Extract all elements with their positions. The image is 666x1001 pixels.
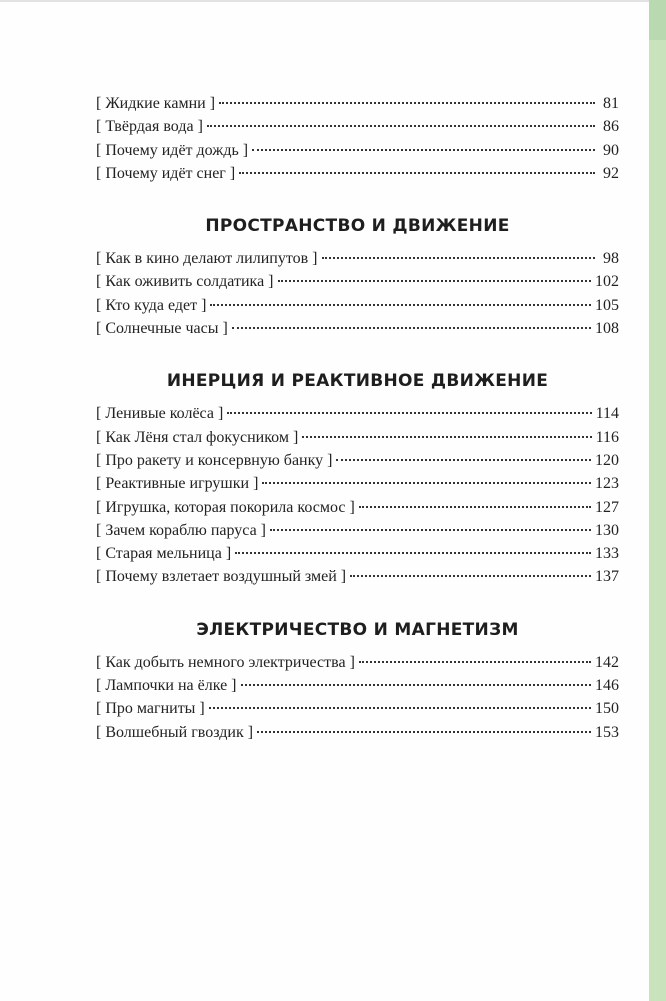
toc-entry[interactable] — [96, 426, 619, 449]
toc-entry[interactable] — [96, 247, 619, 270]
dot-leader — [257, 731, 591, 733]
page-edge-strip-top — [649, 0, 666, 40]
toc-entry-page-number: 133 — [595, 545, 619, 563]
toc-section — [96, 370, 619, 588]
dot-leader — [322, 257, 596, 259]
toc-entry[interactable] — [96, 449, 619, 472]
toc-entry-page-number: 153 — [595, 723, 619, 741]
dot-leader — [262, 482, 591, 484]
toc-entry-page-number: 137 — [595, 568, 619, 586]
toc-entry-title: [ Почему взлетает воздушный змей ] — [96, 568, 347, 586]
toc-entry-page-number: 81 — [603, 95, 619, 112]
dot-leader — [235, 552, 591, 554]
toc-entry-page-number: 92 — [603, 164, 619, 182]
toc-entry-title: [ Старая мельница ] — [96, 545, 232, 563]
toc-entry[interactable] — [96, 496, 619, 519]
dot-leader — [270, 529, 591, 531]
dot-leader — [252, 149, 595, 151]
toc-entry[interactable] — [96, 674, 619, 697]
dot-leader — [350, 575, 591, 577]
toc-entry-page-number: 105 — [595, 296, 619, 314]
table-of-contents — [96, 92, 619, 774]
toc-entry[interactable] — [96, 542, 619, 565]
section-heading: ИНЕРЦИЯ И РЕАКТИВНОЕ ДВИЖЕНИЕ — [166, 371, 549, 392]
toc-entry[interactable] — [96, 162, 619, 185]
toc-entry-page-number: 146 — [595, 677, 619, 695]
toc-entry-page-number: 114 — [595, 405, 619, 423]
toc-entry-title: [ Ленивые колёса ] — [96, 405, 224, 423]
dot-leader — [227, 412, 591, 414]
toc-entry-page-number: 127 — [595, 498, 619, 516]
toc-entry-page-number: 86 — [603, 118, 619, 136]
toc-entry-title: [ Игрушка, которая покорила космос ] — [96, 498, 355, 516]
toc-entry-page-number: 142 — [595, 653, 619, 671]
toc-entry-title: [ Лампочки на ёлке ] — [96, 677, 237, 695]
toc-entry[interactable] — [96, 139, 619, 162]
toc-entry-page-number: 150 — [595, 700, 619, 718]
toc-entry-title: [ Как в кино делают лилипутов ] — [96, 250, 318, 268]
dot-leader — [207, 125, 595, 127]
toc-entry[interactable] — [96, 402, 619, 425]
toc-entry[interactable] — [96, 721, 619, 744]
dot-leader — [209, 707, 591, 709]
page-edge-strip — [649, 0, 666, 1001]
toc-entry[interactable] — [96, 317, 619, 340]
toc-entry[interactable] — [96, 651, 619, 674]
dot-leader — [359, 661, 591, 663]
toc-entry-title: [ Про магниты ] — [96, 700, 205, 718]
toc-entry-title: [ Твёрдая вода ] — [96, 118, 203, 136]
toc-entry-title: [ Как оживить солдатика ] — [96, 273, 274, 291]
toc-entry-page-number: 90 — [603, 141, 619, 159]
toc-entry[interactable] — [96, 294, 619, 317]
page-top-edge — [0, 0, 666, 2]
toc-entry-title: [ Как добыть немного электричества ] — [96, 653, 355, 671]
toc-entry[interactable] — [96, 472, 619, 495]
toc-entry[interactable] — [96, 92, 619, 115]
toc-entry-title: [ Почему идёт снег ] — [96, 164, 236, 182]
section-heading: ПРОСТРАНСТВО И ДВИЖЕНИЕ — [205, 216, 510, 237]
toc-entry-title: [ Волшебный гвоздик ] — [96, 723, 254, 741]
toc-section — [96, 92, 619, 185]
toc-entry-title: [ Как Лёня стал фокусником ] — [96, 428, 299, 446]
toc-entry-page-number: 102 — [595, 273, 619, 291]
toc-section — [96, 215, 619, 340]
toc-entry-title: [ Про ракету и консервную банку ] — [96, 451, 333, 469]
toc-entry-title: [ Зачем кораблю паруса ] — [96, 521, 266, 539]
dot-leader — [239, 172, 595, 174]
toc-entry-page-number: 120 — [595, 451, 619, 469]
toc-entry[interactable] — [96, 519, 619, 542]
toc-entry-title: [ Жидкие камни ] — [96, 95, 216, 112]
toc-entry-page-number: 123 — [595, 475, 619, 493]
toc-entry-page-number: 98 — [603, 250, 619, 268]
dot-leader — [336, 459, 591, 461]
section-heading: ЭЛЕКТРИЧЕСТВО И МАГНЕТИЗМ — [196, 619, 519, 640]
toc-entry[interactable] — [96, 270, 619, 293]
toc-entry-title: [ Реактивные игрушки ] — [96, 475, 259, 493]
toc-entry-title: [ Солнечные часы ] — [96, 320, 228, 338]
dot-leader — [359, 506, 591, 508]
dot-leader — [219, 102, 595, 104]
toc-entry-title: [ Почему идёт дождь ] — [96, 141, 249, 159]
dot-leader — [241, 684, 592, 686]
dot-leader — [210, 304, 591, 306]
toc-entry-page-number: 130 — [595, 521, 619, 539]
toc-entry-title: [ Кто куда едет ] — [96, 296, 207, 314]
toc-section — [96, 619, 619, 744]
toc-entry[interactable] — [96, 115, 619, 138]
toc-entry-page-number: 108 — [595, 320, 619, 338]
dot-leader — [302, 436, 591, 438]
toc-entry-page-number: 116 — [595, 428, 619, 446]
dot-leader — [232, 327, 591, 329]
toc-entry[interactable] — [96, 565, 619, 588]
dot-leader — [278, 280, 591, 282]
toc-entry[interactable] — [96, 697, 619, 720]
